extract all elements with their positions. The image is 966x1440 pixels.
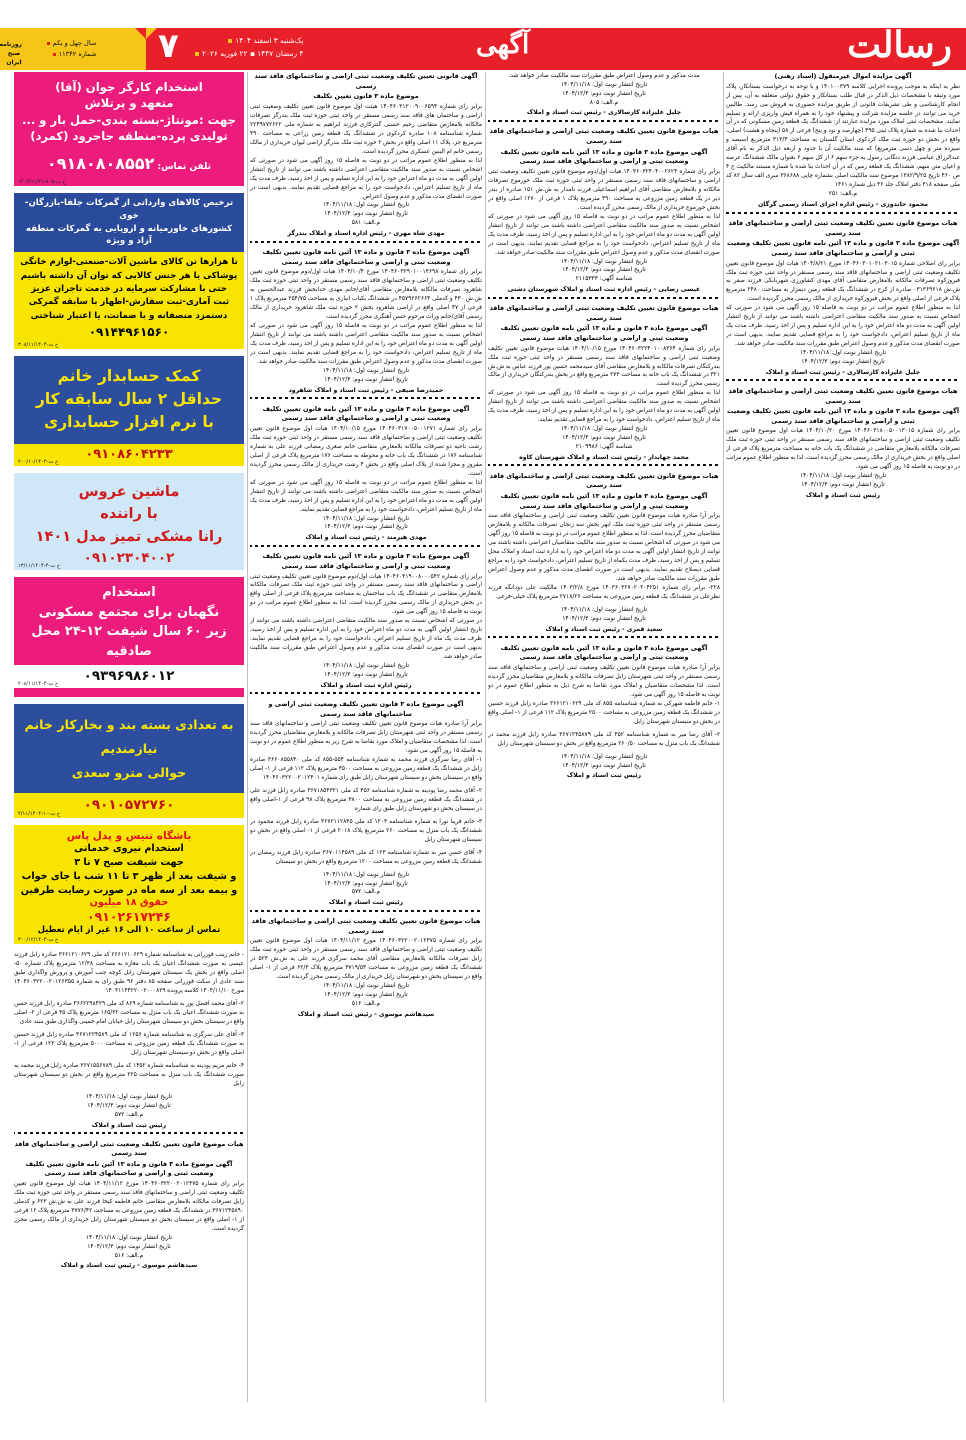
notice-separator [488, 464, 720, 467]
notice-signature: رئیس ثبت اسناد و املاک [91, 1121, 167, 1129]
ad-line: حوالی مترو سعدی [71, 764, 187, 780]
notice-title: هیات موضوع قانون تعیین تکلیف وضعیت ثبتی اراضی و ساختمانهای فاقد سند رسمی [251, 917, 481, 935]
date-solar: یک‌شنبه ۳ اسفند ۱۴۰۴ [235, 36, 304, 45]
notice-body: برابر آرا صادره هیات موضوع قانون تعیین تکلیف وضعیت ثبتی اراضی و ساختمانهای فاقد سند رسمی مستقر در واحد ثبتی شهرستان زابل تصرفات مالکانه و بلامعارض متقاضیان محرز گردیده است. لذا مشخصات متقاضیان و املاک مورد تقاضا به شرح زیر به منظور اطلاع عموم در دو نوبت به فاصله ۱۵ روز آگهی می شود: [250, 721, 482, 755]
ad-line: تا هزارها تن کالای ماشین آلات-صنعتی-لوازم خانگی [20, 257, 238, 268]
notice-body: برابر رای شماره ۱۴۰۴۶۰۳۱۸۰۰۵۰۰۱۳۰۱۵ مورخ ۱۴۰۴/۱۰/۲۰ هیات اول موضوع قانون تعیین تکلیف وضعیت ثبتی اراضی و ساختمانهای فاقد سند رسمی مستقر در واحد ثبتی حوزه ثبت ملک تصرفات مالکانه بلامعارض متقاضی در ششدانگ یک باب خانه به مساحت مترمربع پلاک فرعی از اصلی واقع در بخش خریداری از مالک رسمی محرز گردیده است. لذا به منظور اطلاع عموم مراتب در دو نوبت به فاصله ۱۵ روز آگهی می شود. [726, 428, 960, 471]
ad-line: به تعدادی بسته بند و بخارکار خانم نیازمندیم [24, 717, 234, 757]
notice-date-first: تاریخ انتشار نوبت اول: ۱۴۰۴/۱۱/۱۸ [322, 367, 410, 374]
ad-line: پوشاکی یا هر جنس کالایی که توان آن داشته باشیم [20, 270, 238, 281]
columns-container [0, 72, 966, 1440]
masthead [0, 24, 966, 70]
notice-date-second: تاریخ انتشار نوبت دوم: ۱۴۰۴/۱۲/۳ [801, 482, 885, 489]
notice-ref: م.الف: ۵۱۶ [114, 1252, 144, 1259]
notice-subtitle: موضوع ماده ۳ قانون تعیین تکلیف [313, 92, 419, 101]
legal-notice-continuation [488, 72, 720, 122]
notice-objection: لذا به منظور اطلاع عموم مراتب در دو نوبت به فاصله ۱۵ روز آگهی می شود در صورتی که اشخاص نسبت به صدور سند مالکیت متقاضی اعتراضی داشته باشند می توانند از تاریخ انتشار اولین آگهی به مدت دو ماه اعتراض خود را به این اداره تسلیم و پس از اخذ رسید، ظرف مدت یک ماه از تاریخ تسلیم اعتراض، دادخواست خود را به مراجع قضایی تقدیم نمایند. بدیهی است در صورت انقضای مدت مذکور و عدم وصول اعتراض طبق مقررات سند مالکیت صادر خواهد شد. [250, 323, 482, 365]
notice-subtitle: آگهی موضوع ماده ۳ قانون و ماده ۱۳ آئین نامه قانون تعیین تکلیف وضعیت ثبتی و اراضی و ساختمانهای فاقد سند رسمی [726, 407, 960, 425]
date-lunar-gregorian: ۴ رمضان ۱۴۴۷ ▪ ۲۲ فوریه ۲۰۲۶ [202, 49, 304, 58]
ad-line: ترخیص کالاهای وارداتی از گمرکات جلفا-بازرگان-خوی [24, 197, 234, 221]
notice-signature: رئیس اداره ثبت اسناد و املاک [320, 681, 412, 689]
notice-body: برابر رای اصلاحی شماره ۱۴۰۴۶۰۳۰۱۰۲۱۰۳۰۱۵ مورخ ۱۴۰۴/۸/۲۱ هیات اول موضوع قانون تعیین تکلیف وضعیت ثبتی اراضی و ساختمانهای فاقد سند رسمی مستقر در واحد ثبتی حوزه ثبت ملک فیروزکوه تصرفات مالکانه بلامعارض متقاضی آقای مهدی کشاورزی شهربابکی فرزند صفر به ش.ش ۰۳۱۳۶۹۶۱۸ صادره از کرج در ششدانگ یک قطعه زمین دیمزار به مساحت ۲۴۸۰ مترمربع پلاک فرعی از اصلی واقع در بخش فیروزکوه خریداری از مالک رسمی محرز گردیده است. [726, 260, 960, 303]
legal-notice [488, 304, 720, 467]
ad-phone[interactable]: ۰۹۳۹۶۹۸۶۰۱۲ [83, 668, 175, 685]
notice-date-first: تاریخ انتشار نوبت اول: ۱۴۰۴/۱۱/۱۸ [322, 663, 410, 670]
notice-title: آگهی موضوع ماده ۳ قانون و ماده ۱۳ آئین نامه قانون تعیین تکلیف وضعیت ثبتی و اراضی و ساختمانهای فاقد سند رسمی [262, 404, 470, 423]
notice-body: برابر رای شماره ۱۴۰۴۶۰۳۲۹۰۱۰۰۱۴۶۹۸ مورخ ۱۴۰۴/۱۰/۴ هیات اول/دوم موضوع قانون تعیین تکلیف وضعیت ثبتی اراضی و ساختمانهای فاقد سند رسمی مستقر در واحد ثبتی حوزه ثبت ملک شاهرود تصرفات مالکانه بلامعارض متقاضی آقای/خانم مهدی خدابخش فرزند عبدالحسین به ش.ش ۴۳۰ و کدملی ۴۵۷۹۲۶۲۶۶۴ در ششدانگ یکباب انباری به مساحت ۲۵۴/۷۵ مترمربع پلاک ۱ فرعی از ۴۷ اصلی واقع در اراضی شاهرود بخش ۲ حوزه ثبت ملک شاهرود خریداری از مالک رسمی آقای/خانم وراث مرحوم حسن آهنگری محرز گردیده است. [250, 269, 482, 321]
ad-phone[interactable]: ۰۹۱۰۲۳۰۴۰۰۲ [83, 550, 175, 567]
notice-item: ۱- آقای رضا سرگزی فرزند محمد به شماره شناسنامه ۵۵۴-۸۵۵ کد ملی ۳۶۶۰۸۵۵۸۴۰ صادره زابل در ششدانگ یک قطعه زمین مزروعی به مساحت ۴۵۰۰ مترمربع پلاک ۱۱۲ فرعی از ۱- اصلی واقع در سیستان بخش دو سیستان شهرستان زابل طبق رای شماره ۱۴۰۴۶۰۳۲۲۰۰۲۰۱۲۴۰۱ [250, 757, 482, 781]
ad-line: حتی با مشارکت سرمایه در خدمت تاجران عزیز [31, 284, 227, 294]
ad-line: استخدام [102, 585, 156, 601]
column-notices-4 [726, 72, 960, 1440]
page-number: ۷ [158, 26, 179, 66]
notice-date-first: تاریخ انتشار نوبت اول: ۱۴۰۴/۱۱/۱۸ [560, 81, 648, 88]
notice-subtitle: آگهی موضوع ماده ۳ قانون و ماده ۱۳ آئین نامه قانون تعیین تکلیف وضعیت ثبتی و اراضی و ساختمانهای فاقد سند رسمی [500, 147, 708, 166]
notice-objection: لذا به منظور اطلاع عموم مراتب در دو نوبت به فاصله ۱۵ روز آگهی می شود در صورتی که اشخاص نسبت به صدور سند مالکیت متقاضی اعتراضی داشته باشند می توانند از تاریخ انتشار اولین آگهی به مدت دو ماه اعتراض خود را به این اداره تسلیم و پس از اخذ رسید، ظرف مدت یک ماه از تاریخ تسلیم اعتراض، دادخواست خود را به مراجع قضایی تقدیم نمایند. بدیهی است در صورت انقضای مدت مذکور و عدم وصول اعتراض [250, 157, 482, 200]
notice-date-first: تاریخ انتشار نوبت اول: ۱۴۰۴/۱۱/۱۸ [799, 473, 887, 480]
masthead-yellow-bar [0, 28, 146, 70]
notice-body: برابر رای شماره ۱۴۰۴۶۰۳۱۷۰۰۵۰۰۱۲۷۱ مورخ ۱۴۰۴/۱۰/۱۵ هیات اول موضوع قانون تعیین تکلیف وضعیت ثبتی اراضی و ساختمانهای فاقد سند رسمی مستقر در واحد ثبتی حوزه ثبت ملک رشت ناحیه دو تصرفات مالکانه بلامعارض متقاضی خانم صغری رمضانی فرزند علی به شماره شناسنامه ۱۷۶ در ششدانگ یک باب خانه و محوطه به مساحت ۱۷۶ مترمربع پلاک فرعی از اصلی مفروز و مجزا شده از پلاک اصلی واقع در بخش ۴ رشت خریداری از مالک رسمی محرز گردیده است. [250, 425, 482, 477]
column-ads [14, 72, 244, 1440]
issue-line: شماره ۱۱۳۴۲ [58, 50, 97, 58]
notice-body: برابر رای شماره ۱۴۰۴۶۰۳۲۲۰۰۲۰۱۲۳۷۵ مورخ ۱۴۰۴/۱۱/۱۲ هیات اول موضوع قانون تعیین تکلیف وضعیت ثبتی اراضی و ساختمانهای فاقد سند رسمی مستقر در واحد ثبتی حوزه ثبت ملک زابل تصرفات مالکانه بلامعارض متقاضی خانم فاطمه کیخا فرزند علی به ش.ش ۶۲۳ و کدملی ۳۶۷۱۲۴۵۸۹۰ در ششدانگ یک قطعه زمین مزروعی به مساحت ۳۷۷۶/۴۲ مترمربع پلاک ۱۲ فرعی از ۱- اصلی واقع در سیستان بخش دو سیستان شهرستان زابل خریداری از مالک رسمی محرز گردیده است. [14, 1181, 244, 1232]
ad-line: زیر ۶۰ سال شیفت ۱۲-۲۴ محل صادقیه [31, 624, 227, 659]
notice-ref: م.الف: ۲۵۱ [828, 191, 858, 198]
ad-phone[interactable]: ۰۹۰۱۰۵۷۲۷۶۰ [83, 796, 175, 813]
notice-title: هیات موضوع قانون تعیین تکلیف وضعیت ثبتی اراضی و ساختمانهای فاقد سند رسمی [14, 1139, 244, 1158]
legal-notice [250, 72, 482, 243]
notice-body: برابر آرا صادره هیات موضوع قانون تعیین تکلیف وضعیت ثبتی اراضی و ساختمانهای فاقد سند رسمی مستقر در واحد ثبتی حوزه ثبت ملک ابهر بخش سه زنجان تصرفات مالکانه و بلامعارض متقاضیان محرز گردیده است. لذا به منظور اطلاع عموم مراتب در دو نوبت به فاصله ۱۵ روز آگهی می شود در صورتی که اشخاص نسبت به صدور سند مالکیت متقاضیان اعتراضی داشته باشند می توانند از تاریخ انتشار اولین آگهی به مدت دو ماه اعتراض خود را به اداره ثبت اسناد و املاک محل تسلیم و پس از اخذ رسید، ظرف مدت یکماه از تاریخ تسلیم اعتراض، دادخواست خود را به مراجع قضایی ذیصلاح تقدیم نمایند. بدیهی است در صورت انقضای مدت مذکور و عدم وصول اعتراض طبق مقررات سند مالکیت صادر خواهد شد. [488, 513, 720, 583]
notice-body: برابر آرا صادره هیات موضوع قانون تعیین تکلیف وضعیت ثبتی اراضی و ساختمانهای فاقد سند رسمی مستقر در واحد ثبتی شهرستان زابل تصرفات مالکانه و بلامعارض متقاضیان محرز گردیده است. لذا مشخصات متقاضیان و املاک مورد تقاضا به شرح ذیل به منظور اطلاع عموم در دو نوبت به فاصله ۱۵ روز آگهی می شود. [488, 664, 720, 698]
notice-date-first: تاریخ انتشار نوبت اول: ۱۴۰۴/۱۱/۱۸ [322, 202, 410, 209]
notice-signature: مهدی شاه مهری - رئیس اداره اسناد و املاک بندرگز [287, 230, 445, 238]
ad-line: حداقل ۲ سال سابقه کار [35, 390, 223, 409]
notice-title: هیات موضوع قانون تعیین تکلیف وضعیت ثبتی اراضی و ساختمانهای فاقد سند رسمی [489, 471, 719, 490]
ad-phone[interactable]: ۰۹۱۴۴۹۶۱۵۶۰ [88, 324, 170, 339]
notice-date-first: تاریخ انتشار نوبت اول: ۱۴۰۴/۱۱/۱۸ [560, 607, 648, 613]
ad-line: ثبت آماری-ثبت سفارش-اظهار با سابقه گمرکی [28, 297, 230, 308]
notice-title: هیات موضوع قانون تعیین تکلیف وضعیت ثبتی اراضی و ساختمانهای فاقد سند رسمی [489, 127, 719, 146]
notice-item: ۲- آقای محمد رضا پودینه به شماره شناسنامه ۴۵۶ کد ملی ۳۶۷۱۸۵۴۳۲۱ صادره زابل فرزند علی در ششدانگ یک قطعه زمین مزروعی به مساحت ۳۸۰۰ مترمربع پلاک ۹۸ فرعی از ۱-اصلی واقع در سیستان بخش دو شهرستان زابل طبق رای شماره [250, 787, 482, 812]
notice-ref: م.الف: ۵۱۶ [351, 1001, 381, 1008]
paper-logo: رسالت [847, 24, 952, 66]
legal-notice [488, 472, 720, 639]
ad-accountant-assistant[interactable] [14, 356, 244, 466]
ad-packer-hire[interactable] [14, 704, 244, 818]
notice-date-second: تاریخ انتشار نوبت دوم: ۱۴۰۴/۱۲/۳ [801, 359, 885, 366]
notice-ref: م.الف: ۵۷۲ [351, 889, 381, 896]
notice-separator [726, 211, 960, 214]
notice-date-first: تاریخ انتشار نوبت اول: ۱۴۰۴/۱۱/۱۸ [322, 515, 410, 522]
notice-title: آگهی موضوع ماده ۳ قانون و ماده ۱۳ آئین نامه قانون تعیین تکلیف وضعیت ثبتی و اراضی و ساختمانهای فاقد سند رسمی [500, 643, 708, 662]
notice-signature: سیدهاشم موسوی - رئیس ثبت اسناد و املاک [297, 1010, 435, 1018]
notice-title: آگهی قانونی تعیین تکلیف وضعیت ثبتی اراضی و ساختمانهای فاقد سند رسمی [254, 72, 478, 90]
notice-item: ۳- خانم فریبا نورا به شماره شناسنامه ۱۲۰۳ کد ملی ۳۶۷۲۱۱۲۸۴۵ صادره زابل فرزند محمود در ششدانگ یک باب منزل به مساحت ۲۶۰ مترمربع پلاک ۲۰۱۸ فرعی از ۱- اصلی واقع در بخش دو سیستان شهرستان زابل [250, 818, 482, 843]
notice-date-second: تاریخ انتشار نوبت دوم: ۱۴۰۴/۱۲/۳ [324, 524, 408, 531]
ad-code: خ ت-۳۰۰/۱۲/۱۴۰۴ [18, 937, 59, 944]
notice-separator [488, 296, 720, 299]
notice-signature: حمیدرضا صیفی - رئیس ثبت اسناد و املاک شاهرود [288, 386, 444, 394]
ad-code: خ ت-۱۰-۴/۱۱/۱۴۰۴ [18, 810, 61, 817]
ad-line: ماشین عروس [78, 483, 180, 500]
notice-date-first: تاریخ انتشار نوبت اول: ۱۴۰۴/۱۱/۱۸ [560, 258, 648, 265]
notice-ref: م.الف: ۸۰۵ [589, 99, 619, 106]
notice-item: ۴- خانم مریم پودینه به شناسنامه شماره ۱۴۵۲ کد ملی ۳۶۷۱۵۵۶۷۸۹ صادره زابل فرزند محمد به صورت ششدانگ یک باب منزل به مساحت ۲۲۵ مترمربع واقع در بخش دو سیستان شهرستان زابل [14, 1063, 244, 1088]
notice-title: هیات موضوع قانون تعیین تکلیف وضعیت ثبتی اراضی و ساختمانهای فاقد سند رسمی [728, 386, 958, 405]
ad-line: جهت شیفت صبح ۷ تا ۳ [74, 856, 184, 868]
notice-date-second: تاریخ انتشار نوبت دوم: ۱۴۰۴/۱۲/۳ [324, 211, 408, 218]
notice-date-second: تاریخ انتشار نوبت دوم: ۱۴۰۴/۱۲/۳ [562, 90, 646, 97]
ad-line: استخدام نیروی خدماتی [74, 842, 184, 854]
masthead-dates [192, 34, 303, 60]
notice-date-second: تاریخ انتشار نوبت دوم: ۱۴۰۴/۱۲/۳ [562, 762, 646, 769]
ad-line: نگهبان برای مجتمع مسکونی [38, 604, 220, 620]
notice-title: هیات موضوع قانون تعیین تکلیف وضعیت ثبتی اراضی و ساختمانهای فاقد سند رسمی [489, 304, 719, 322]
notice-subtitle: آگهی موضوع ماده ۳ قانون و ماده ۱۳ آئین نامه قانون تعیین تکلیف وضعیت ثبتی و اراضی و ساختمانهای فاقد سند رسمی [726, 239, 960, 257]
notice-date-first: تاریخ انتشار نوبت اول: ۱۴۰۴/۱۱/۱۸ [322, 983, 410, 990]
notice-date-second: تاریخ انتشار نوبت دوم: ۱۴۰۴/۱۲/۳ [324, 992, 408, 999]
column-notices-2 [250, 72, 482, 1440]
notice-signature: جلیل علیزاده کارسالاری - رئیس ثبت اسناد و املاک [526, 109, 682, 117]
notice-signature: جلیل علیزاده کارسالاری - رئیس ثبت اسناد و املاک [765, 368, 921, 376]
legal-notice [488, 127, 720, 299]
legal-notice [726, 219, 960, 382]
legal-notice [250, 917, 482, 1018]
notice-title: هیات موضوع قانون تعیین تکلیف وضعیت ثبتی اراضی و ساختمانهای فاقد سند رسمی [728, 219, 958, 237]
notice-date-first: تاریخ انتشار نوبت اول: ۱۴۰۴/۱۱/۱۸ [799, 350, 887, 357]
notice-date-second: تاریخ انتشار نوبت دوم: ۱۴۰۴/۱۲/۳ [324, 672, 408, 679]
notice-date-first: تاریخ انتشار نوبت اول: ۱۴۰۴/۱۱/۱۸ [85, 1094, 173, 1101]
ad-phone-label: تلفن تماس: [157, 161, 212, 172]
ad-line: رانا مشکی تمیز مدل ۱۴۰۱ [35, 528, 223, 545]
notice-separator [488, 119, 720, 122]
notice-title: آگهی موضوع ماده ۳ قانون و ماده ۱۳ آئین نامه قانون تعیین تکلیف وضعیت ثبتی و اراضی و ساختمانهای فاقد سند رسمی [262, 248, 470, 266]
ad-line: جهت :مونتاژ-بسته بندی-حمل بار و ... [22, 112, 236, 127]
notice-title: آگهی مزایده اموال غیرمنقول (اسناد رهنی) [774, 72, 912, 80]
notice-date-second: تاریخ انتشار نوبت دوم: ۱۴۰۴/۱۲/۳ [562, 267, 646, 274]
legal-notice [14, 951, 244, 1134]
notice-body: برابر رای شماره ۱۴۰۴۶۰۳۱۹۰۰۸۰۰۰۵۴۲ هیات اول/دوم موضوع قانون تعیین تکلیف وضعیت ثبتی اراضی و ساختمانهای فاقد سند رسمی مستقر در واحد ثبتی حوزه ثبت ملک تصرفات مالکانه بلامعارض متقاضی در ششدانگ یک باب ساختمان به مساحت مترمربع پلاک فرعی از اصلی واقع در بخش خریداری از مالک رسمی محرز گردیده است. لذا به منظور اطلاع عموم مراتب در دو نوبت به فاصله ۱۵ روز آگهی می شود. [250, 573, 482, 616]
notice-separator [250, 692, 482, 695]
ad-line: کمک حسابدار خانم [57, 366, 201, 385]
ad-footer-note: تماس از ساعت ۱۰ الی ۱۶ غیر از ایام تعطیل [37, 924, 221, 935]
column-notices-3 [488, 72, 720, 1440]
legal-notice [250, 248, 482, 400]
notice-date-second: تاریخ انتشار نوبت دوم: ۱۴۰۴/۱۲/۳ [87, 1102, 171, 1109]
ad-code: خ ت-۳۰۸/۱۱/۱۴۰۴ [18, 341, 59, 348]
ad-wedding-car[interactable] [14, 473, 244, 570]
notice-body: برابر رای شماره ۱۴۰۴۶۰۳۲۲۴۰۱۰۰۸۳۶۴ مورخ ۱۴۰۴/۱۰/۱۵ هیات موضوع قانون تعیین تکلیف وضعیت ثبتی اراضی و ساختمانهای فاقد سند رسمی مستقر در واحد ثبتی حوزه ثبت ملک بندرکنگان تصرفات مالکانه و بلامعارض متقاضی آقای سیدمحمد حسین پور فرزند عباس به ش.ش ۳۲۱ در ششدانگ یک باب خانه به مساحت ۲۷۳ مترمربع واقع در بخش بندرکنگان خریداری از مالک رسمی محرز گردیده است. [488, 345, 720, 388]
ad-salary: حقوق ۱۸ میلیون [89, 897, 169, 909]
legal-notice [14, 1140, 244, 1270]
notice-body: برابر رای شماره ۱۴۰۴۶۰۳۱۲۰۰۹۰۰۶۵۹۴ هیئت اول موضوع قانون تعیین تکلیف وضعیت ثبتی اراضی و ساختمان های فاقد سند رسمی مستقر در واحد ثبتی حوزه ثبت ملک بندرگز تصرفات مالکانه بلامعارض متقاضی رحیم حسنی گنترکاری فرزند ابراهیم به شماره ملی ۲۲۴۹۷۷۲۶۲۲ شماره شناسنامه ۱۰۸ صادره کردکوی در ششدانگ یک قطعه زمین زراعی به مساحت ۴۹۰ مترمربع جز، پلاک ۱۱ اصلی واقع در بخش ۲ حوزه ثبت ملک بندرگز اراضی لیوان خریداری از مالک رسمی خانم ام البنین عسکری محرز گردیده است. [250, 103, 482, 155]
ad-line: تولیدی پرده-منطقه جاجرود (کمرد) [30, 129, 228, 144]
notice-subtitle: آگهی موضوع ماده ۳ قانون و ماده ۱۳ آئین نامه قانون تعیین تکلیف وضعیت ثبتی و اراضی و ساختمانهای فاقد سند رسمی [25, 1159, 233, 1178]
notice-date-first: تاریخ انتشار نوبت اول: ۱۴۰۴/۱۱/۱۸ [85, 1234, 173, 1241]
ad-guard-hire[interactable] [14, 577, 244, 697]
ad-line: استخدام کارگر جوان (آقا) [55, 80, 203, 94]
notice-date-first: تاریخ انتشار نوبت اول: ۱۴۰۴/۱۱/۱۸ [560, 753, 648, 760]
notice-separator [250, 544, 482, 547]
notice-separator [488, 636, 720, 639]
year-line: سال چهل و یکم [52, 39, 97, 47]
notice-date-second: تاریخ انتشار نوبت دوم: ۱۴۰۴/۱۲/۳ [324, 376, 408, 383]
notice-signature: محمد جهابدار - رئیس ثبت اسناد و املاک شهرستان کاوه [519, 453, 689, 461]
notice-date-second: تاریخ انتشار نوبت دوم: ۱۴۰۴/۱۲/۳ [87, 1243, 171, 1250]
ad-phone[interactable]: ۰۹۱۸۰۸۰۸۵۵۲ [46, 153, 155, 173]
notice-item: ۳- آقای علی سرگزی به شناسنامه شماره ۱۲۵۶ کد ملی ۳۶۷۱۲۲۴۵۸۹ صادره زابل فرزند حسین به صورت ششدانگ یک قطعه زمین مزروعی به مساحت ۵۰۰۰ مترمربع پلاک ۱۲۳ فرعی از ۱- اصلی واقع در بخش دو سیستان شهرستان زابل [14, 1032, 244, 1057]
ad-line: و بیمه بعد از سه ماه در صورت رضایت طرفین [20, 884, 238, 896]
corner-notch-yellow [146, 28, 157, 39]
legal-notice [250, 405, 482, 548]
notice-item: ۴- آقای حسن میر به شماره شناسنامه ۱۲۳ کد ملی ۳۶۷۰۱۱۴۵۸۹ صادره زابل فرزند رمضان در ششدانگ یک قطعه زمین مزروعی به مساحت ۱۲۰۰ مترمربع واقع در بخش دو سیستان [250, 849, 482, 865]
notice-date-second: تاریخ انتشار نوبت دوم: ۱۴۰۴/۱۲/۳ [562, 435, 646, 442]
legal-notice [488, 644, 720, 780]
notice-date-second: تاریخ انتشار نوبت دوم: ۱۴۰۴/۱۲/۳ [324, 880, 408, 887]
ad-line: با نرم افزار حسابداری [44, 413, 214, 432]
notice-signature: سعید قمری - رئیس ثبت اسناد و املاک [545, 625, 663, 633]
legal-notice [726, 387, 960, 499]
legal-notice [250, 552, 482, 695]
notice-separator [250, 397, 482, 400]
notice-objection: لذا به منظور اطلاع عموم مراتب در دو نوبت به فاصله ۱۵ روز آگهی می شود در صورتی که اشخاص نسبت به صدور سند مالکیت متقاضی اعتراضی داشته باشند می توانند از تاریخ انتشار اولین آگهی به مدت دو ماه اعتراض خود را به این اداره تسلیم و پس از اخذ رسید، ظرف مدت یک ماه از تاریخ تسلیم اعتراض، دادخواست خود را به مراجع قضایی تقدیم نمایند. بدیهی است در صورت انقضای مدت مذکور و عدم وصول اعتراض طبق مقررات سند مالکیت صادر خواهد شد. [488, 213, 720, 256]
corner-notch-red [135, 28, 146, 39]
notice-separator [250, 909, 482, 912]
notice-ref: م.الف: ۵۷۲ [114, 1111, 144, 1118]
notice-continuation-text: مدت مذکور و عدم وصول اعتراض طبق مقررات سند مالکیت صادر خواهد شد. [508, 73, 700, 79]
notice-objection: لذا به منظور اطلاع عموم مراتب در دو نوبت به فاصله ۱۵ روز آگهی می شود در صورتی که اشخاص نسبت به صدور سند مالکیت متقاضی اعتراضی داشته باشند می توانند از تاریخ انتشار اولین آگهی به مدت دو ماه اعتراض خود را به این اداره تسلیم و پس از اخذ رسید، ظرف مدت یک ماه از تاریخ تسلیم اعتراض، دادخواست خود را به مراجع قضایی تقدیم نمایند. [488, 390, 720, 424]
notice-item: ۲- آقای رضا میر به شماره شناسنامه ۴۵۲ کد ملی ۳۶۷۱۲۴۵۸۷۹ صادره زابل فرزند محمد در ششدانگ یک باب منزل به مساحت ۲۶۰/۵۰ مترمربع واقع در بخش دو سیستان شهرستان زابل [488, 731, 720, 747]
notice-signature: رئیس ثبت اسناد و املاک [328, 899, 404, 907]
notice-date-first: تاریخ انتشار نوبت اول: ۱۴۰۴/۱۱/۱۸ [322, 871, 410, 878]
notice-separator [14, 1132, 244, 1135]
ad-tennis-club[interactable] [14, 825, 244, 945]
ad-bottom-strip [14, 688, 244, 697]
section-title: آگهی [476, 30, 530, 60]
notice-body: نظر به اینکه به موجب پرونده اجرایی کلاسه ۱۴۰۱۰۰۳۷۹ و با توجه به درخواست بستانکار، پلاک مورد وثیقه با مشخصات ذیل الذکر در قبال طلب بستانکار و حقوق دولتی متعلقه به آن، پس از انجام کارشناسی و طی تشریفات قانونی از طریق مزایده حضوری به فروش می رسد. طالبین خرید می توانند در جلسه مزایده شرکت و پیشنهاد خود را به همراه فیش واریزی ارائه و تسلیم نمایند. مشخصات ثبتی املاک مورد مزایده عبارتند از: ششدانگ یک قطعه زمین مسکونی که در آن احداث بنا شده به شماره پلاک ثبتی ۴۹۵ (چهارصد و نود و پنج) فرعی از ۵۸ (پنجاه و هشت) اصلی، واقع در بخش دو حوزه ثبت ملک کردکوی استان گلستان به مساحت ۳۱۳/۴ مترمربع (سیصد و سیزده متر و چهل دسی مترمربع) که سند مالکیت آن با حدود و اربعه ذیل الذکر به نام آقای عبدالرزاق عباسی فرزند دنگانی رسول به جزء سهم ۶ از کل سهم ۶ بعنوان مالک ششدانگ عرصه و اعیان متن سهم، ششدانگ یک قطعه زمین که در آن احداث بنا شده با شماره مستند مالکیت ج ۴ ص ۴۶۰ تاریخ ۱۳۸۲/۹/۲۵ موضوع سند مالکیت اصلی بشماره چاپی ۳۶۸۶۸۸ سری الف سال ۸۲ کد ملی صفحه ۳۱۸ دفتر املاک جلد ۳۶ ذیل شماره ۱۴۶۱ [726, 83, 960, 189]
notice-item: ۲- آقای محمد افضل پور به شناسنامه شماره ۸۶۹ کد ملی ۳۶۶۲۲۹۸۴۲۹ صادره زابل فرزند حسن به صورت ششدانگ اعیان یک باب منزل به مساحت ۱۶۵/۳۲ مترمربع پلاک ۳۵ فرعی از ۲- اصلی واقع در سیستان بخش دو سیستان شهرستان زابل خیابان امام خمینی واگذاری طبق سند عادی [14, 1001, 244, 1026]
notice-ref: م.الف: ۵۸۱ [351, 220, 381, 227]
ad-code: خ ت-۸۰۵-۱۴۰۴/۱۱/۲۱ [18, 178, 66, 185]
notice-objection: در صورتی که اشخاص نسبت به صدور سند مالکیت متقاضی اعتراضی داشته باشند می توانند از تاریخ انتشار اولین آگهی به مدت دو ماه اعتراض خود را به این اداره تسلیم و پس از اخذ رسید، ظرف مدت یک ماه از تاریخ تسلیم اعتراض، دادخواست خود را به مراجع قضایی تقدیم نمایند. بدیهی است در صورت انقضای مدت مذکور و عدم وصول اعتراض طبق مقررات سند مالکیت صادر خواهد شد. [250, 618, 482, 661]
notice-date-second: تاریخ انتشار نوبت دوم: ۱۴۰۴/۱۲/۳ [562, 615, 646, 622]
ad-title: باشگاه تنیس و پدل پاس [66, 829, 192, 842]
ad-phone[interactable]: ۰۹۱۰۸۶۰۴۲۳۳ [85, 446, 173, 462]
notice-signature: سیدهاشم موسوی - رئیس ثبت اسناد و املاک [60, 1262, 198, 1270]
notice-objection: لذا به منظور اطلاع عموم مراتب در دو نوبت به فاصله ۱۵ روز آگهی می شود در صورتی که اشخاص نسبت به صدور سند مالکیت متقاضی اعتراضی داشته باشند می توانند از تاریخ انتشار اولین آگهی به مدت دو ماه اعتراض خود را به این اداره تسلیم و پس از اخذ رسید، ظرف مدت یک ماه از تاریخ تسلیم اعتراض، دادخواست خود را به مراجع قضایی تقدیم نمایند. [250, 479, 482, 513]
ad-line: متعهد و پرتلاش [84, 96, 174, 111]
ad-code: خ ت-۲۰۸/۱۱/۱۴۰۴ [18, 681, 59, 688]
notice-subtitle: آگهی موضوع ماده ۳ قانون و ماده ۱۳ آئین نامه قانون تعیین تکلیف وضعیت ثبتی و اراضی و ساختمانهای فاقد سند رسمی [500, 324, 708, 342]
notice-separator [726, 379, 960, 382]
auction-notice [726, 72, 960, 214]
legal-notice [250, 700, 482, 912]
notice-item: ۱- خانم فاطمه شهرکی به شماره شناسنامه ۸۵۵ کد ملی ۳۶۶۱۲۱۰۶۲۹ صادره زابل فرزند حسین در ششدانگ یک قطعه زمین مزروعی به مساحت ۲۵۰۰ مترمربع پلاک ۱۱۲ فرعی از ۱- اصلی واقع در بخش دو سیستان شهرستان زابل [488, 700, 720, 725]
notice-title: آگهی موضوع ماده ۳ قانون و ماده ۱۳ آئین نامه قانون تعیین تکلیف وضعیت ثبتی و اراضی و ساختمانهای فاقد سند رسمی [262, 552, 470, 570]
notice-signature: مهدی هیرمند - رئیس ثبت اسناد و املاک [305, 534, 427, 542]
ad-line: دستمزد منصفانه و با ضمانت، یا اعتبار شناختی [30, 310, 228, 321]
notice-separator [250, 240, 482, 243]
notice-signature: رئیس ثبت اسناد و املاک [566, 772, 642, 780]
notice-date-first: تاریخ انتشار نوبت اول: ۱۴۰۴/۱۱/۱۸ [560, 426, 648, 433]
brand-line: روزنامه صبح ایران [0, 41, 22, 66]
notice-body: برابر رای شماره ۱۴۰۴۶۰۳۲۲۰۰۲۰۱۲۳۷۵ مورخ ۱۴۰۴/۱۱/۱۲ هیات اول موضوع قانون تعیین تکلیف وضعیت ثبتی اراضی و ساختمانهای فاقد سند رسمی مستقر در واحد ثبتی حوزه ثبت ملک زابل تصرفات مالکانه بلامعارض متقاضی آقای محمد سرگزی فرزند علی به ش.ش ۵۲۳ در ششدانگ یک قطعه زمین مزروعی به مساحت ۳۷۱۹/۵۴ مترمربع پلاک ۶۲/۳ فرعی از ۱- اصلی واقع در سیستان بخش دو شهرستان زابل خریداری از مالک رسمی محرز گردیده است. [250, 938, 482, 981]
notice-item: - خانم زینب قوزرانی به شناسنامه شماره ۲۶۶۱۲۱۰۶۲۹ کد ملی ۳۶۶۱۲۱۰۶۲۹ صادره زابل فرزند عیسی به صورت ششدانگ اعیان یک باب مغازه به مساحت ۱۲/۳۸ مترمربع پلاک شماره ۵۰- اصلی واقع در بخش یک سیستان شهرستان زابل کوچه جنب آموزش و پرورش واگذاری طبق سند عادی از سکت قوزرانی صفحه ۸۵ دفتر ۹۶ طبق رای به شماره ۱۴۰۴۶۰۳۲۲۰۰۲۰۱۲۶۳۵۵ مورخ ۱۴۰۴/۱۱/۱۰ کلاسه پرونده ۱۴۰۴۱۱۴۴۲۲۰۰۲۰۰۰۸۲۹ [14, 952, 244, 995]
notice-subtitle: آگهی موضوع ماده ۳ قانون و ماده ۱۳ آئین نامه قانون تعیین تکلیف وضعیت ثبتی و اراضی و ساختمانهای فاقد سند رسمی [500, 492, 708, 510]
notice-signature: عیسی رضایی - رئیس اداره ثبت اسناد و املاک شهرستان دشتی [507, 286, 701, 294]
ad-code: خ ت-۲۰۰/۱۰/۱۴۰۴ [18, 458, 59, 465]
notice-title: آگهی موضوع ماده ۳ قانون تعیین تکلیف وضعیت ثبتی اراضی و ساختمانهای فاقد سند رسمی [268, 699, 464, 718]
notice-ref: شناسه آگهی: ۲۱۱۵۳۳۳ [575, 276, 633, 283]
notice-body: برابر رای شماره ۱۴۰۴۶۰۳۲۴۰۴۰۰۲۶۲۴ هیات اول/دوم موضوع قانون تعیین تکلیف وضعیت ثبتی اراضی و ساختمانهای فاقد سند رسمی مستقر در واحد ثبتی حوزه ثبت ملک خورموج تصرفات مالکانه و بلامعارض متقاضی آقای ابراهیم اسماعیلی فرزند نامدار به ش.ش ۱۵۱ صادره از بندر دیر در یک قطعه زمین مزروعی به مساحت ۴۹۰ مترمربع پلاک ۱ فرعی از ۱۲۷۰ اصلی واقع در بخش خورموج خریداری از مالک رسمی محرز گردیده است. [488, 168, 720, 211]
ad-phone[interactable]: ۰۹۱۰۲۶۱۷۲۴۶ [87, 909, 171, 925]
notice-ref: شناسه آگهی: ۲۱۰۹۹۸۶ [575, 444, 633, 451]
ad-line: و شیفت بعد از ظهر ۳ تا ۱۱ شب با جای خواب [21, 870, 237, 882]
notice-item: ۲۲۸- برابر رای شماره ۱۴۰۳۶۰۳۲۷۰۲۰۲۰۴۲۵۱ مورخ ۱۴۰۳/۲/۸ مالکیت علی دودانگه فرزند نظرعلی در ششدانگ یک قطعه زمین مزروعی به مساحت ۲۷۱۸/۲۶ مترمربع پلاک خیلی-فرعی [488, 585, 720, 601]
notice-signature: محمود خاندوزی - رئیس اداره اجرای اسناد رسمی گرگان [758, 201, 928, 209]
masthead-red-bar [146, 24, 966, 70]
ad-code: خ ت-۴-۱۳/۱۱/۱۴۰۴ [18, 563, 61, 570]
ad-line: کشورهای خاورمیانه و اروپایی به گمرکات منطقه آزاد و ویژه [25, 223, 233, 247]
ad-line: با راننده [100, 506, 158, 523]
masthead-meta [44, 38, 103, 60]
ad-customs-clearance[interactable] [14, 193, 244, 349]
ad-worker-hire[interactable] [14, 72, 244, 186]
notice-signature: رئیس ثبت اسناد و املاک [805, 491, 881, 499]
notice-objection: لذا به منظور اطلاع عموم مراتب در دو نوبت به فاصله ۱۵ روز آگهی می شود در صورتی که اشخاص نسبت به صدور سند مالکیت متقاضی اعتراضی داشته باشند می توانند از تاریخ انتشار اولین آگهی به مدت دو ماه اعتراض خود را به این اداره تسلیم و پس از اخذ رسید، ظرف مدت یک ماه از تاریخ تسلیم اعتراض، دادخواست خود را به مراجع قضایی تقدیم نمایند. بدیهی است در صورت انقضای مدت مذکور و عدم وصول اعتراض طبق مقررات سند مالکیت صادر خواهد شد. [726, 305, 960, 348]
